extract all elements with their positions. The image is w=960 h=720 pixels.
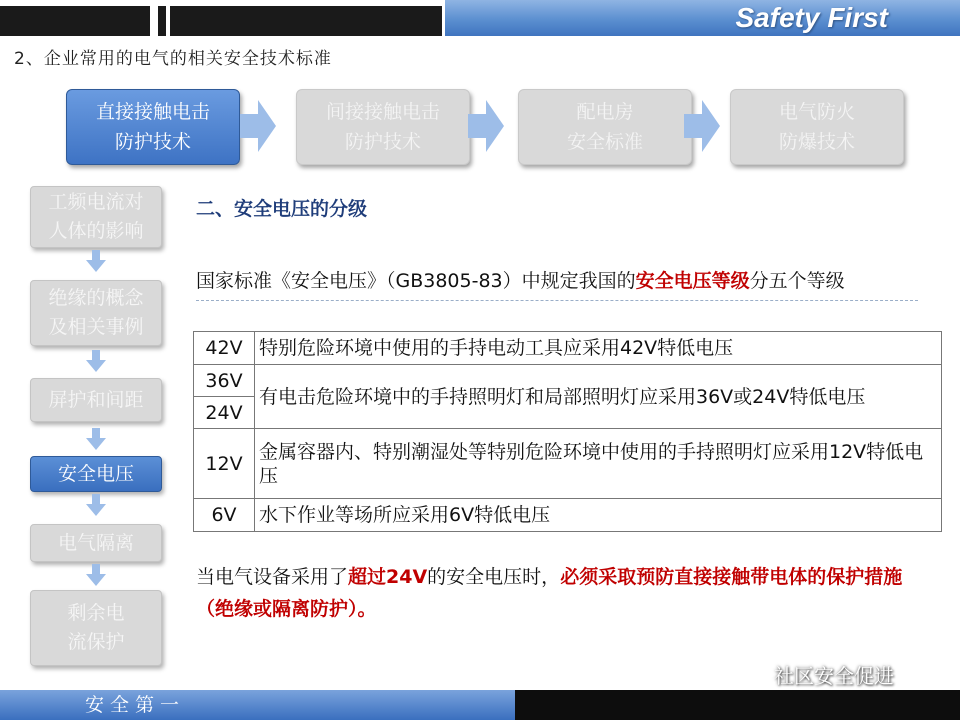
step-label-line2: 安全标准: [566, 131, 643, 153]
voltage-cell: 24V: [194, 397, 255, 429]
watermark: [738, 660, 894, 689]
sidebar-item-label: 及相关事例: [48, 316, 144, 338]
down-arrow-icon: [86, 250, 106, 272]
page-title: Safety First: [735, 2, 888, 33]
voltage-cell: 36V: [194, 365, 255, 397]
sidebar-item-shielding[interactable]: [30, 378, 162, 422]
table-row: [194, 332, 942, 365]
table-row: [194, 365, 942, 397]
sidebar-item-current-effects[interactable]: [30, 186, 162, 248]
step-label-line1: 直接接触电击: [95, 101, 210, 123]
sidebar-item-label: 流保护: [67, 631, 125, 653]
banner-stripe: [170, 6, 442, 36]
step-substation[interactable]: [518, 89, 692, 165]
content-subtitle: 二、安全电压的分级: [196, 198, 368, 220]
step-label-line2: 防护技术: [114, 131, 191, 153]
dashed-divider: [196, 300, 918, 301]
intro-highlight: 安全电压等级: [635, 270, 750, 292]
sidebar-item-label: 屏护和间距: [48, 388, 144, 411]
step-indirect-contact[interactable]: [296, 89, 470, 165]
sidebar-item-safety-voltage[interactable]: [30, 456, 162, 492]
footer-dark-band: [515, 690, 960, 720]
step-label-line2: 防护技术: [344, 131, 421, 153]
sidebar-item-residual-current[interactable]: [30, 590, 162, 666]
banner-stripe: [0, 6, 150, 36]
intro-text: [196, 266, 845, 293]
step-label-line1: 电气防火: [778, 101, 855, 123]
sidebar-item-label: 电气隔离: [57, 531, 134, 554]
voltage-cell: 12V: [194, 429, 255, 499]
voltage-cell: 6V: [194, 499, 255, 532]
step-label-line1: 间接接触电击: [325, 101, 440, 123]
sidebar-item-label: 剩余电: [67, 602, 125, 624]
step-label-line1: 配电房: [576, 101, 634, 123]
conclusion-highlight: 必须采取预防直接接触带电体的保护措施（绝缘或隔离防护）。: [196, 566, 903, 620]
banner-stripe: [158, 6, 166, 36]
sidebar-item-label: 安全电压: [57, 462, 134, 485]
down-arrow-icon: [86, 564, 106, 586]
table-row: [194, 429, 942, 499]
down-arrow-icon: [86, 428, 106, 450]
conclusion-part: 的安全电压时，: [427, 566, 561, 588]
sidebar-item-label: 绝缘的概念: [48, 287, 144, 309]
conclusion-text: [196, 561, 916, 625]
voltage-grade-table: [193, 331, 942, 532]
intro-text-part: 国家标准《安全电压》（GB3805-83）中规定我国的: [196, 270, 636, 292]
right-arrow-icon: [684, 100, 720, 152]
description-cell: 有电击危险环境中的手持照明灯和局部照明灯应采用36V或24V特低电压: [255, 365, 942, 429]
title-band: [445, 0, 960, 36]
conclusion-part: 当电气设备采用了: [196, 566, 349, 588]
description-cell: 特别危险环境中使用的手持电动工具应采用42V特低电压: [255, 332, 942, 365]
conclusion-highlight: 超过24V: [348, 566, 428, 588]
section-heading: 2、企业常用的电气的相关安全技术标准: [14, 49, 332, 69]
description-cell: 水下作业等场所应采用6V特低电压: [255, 499, 942, 532]
wechat-icon: [738, 662, 768, 688]
step-direct-contact[interactable]: [66, 89, 240, 165]
table-row: [194, 499, 942, 532]
intro-text-part: 分五个等级: [749, 270, 845, 292]
step-label-line2: 防爆技术: [778, 131, 855, 153]
right-arrow-icon: [468, 100, 504, 152]
sidebar-item-insulation[interactable]: [30, 280, 162, 346]
sidebar-item-isolation[interactable]: [30, 524, 162, 562]
description-cell: 金属容器内、特别潮湿处等特别危险环境中使用的手持照明灯应采用12V特低电压: [255, 429, 942, 499]
down-arrow-icon: [86, 350, 106, 372]
down-arrow-icon: [86, 494, 106, 516]
footer-text: 安全第一: [85, 694, 186, 716]
voltage-cell: 42V: [194, 332, 255, 365]
sidebar-item-label: 工频电流对: [48, 191, 144, 213]
step-fire-explosion[interactable]: [730, 89, 904, 165]
right-arrow-icon: [240, 100, 276, 152]
watermark-text: 社区安全促进: [774, 664, 894, 688]
sidebar-item-label: 人体的影响: [48, 220, 144, 242]
